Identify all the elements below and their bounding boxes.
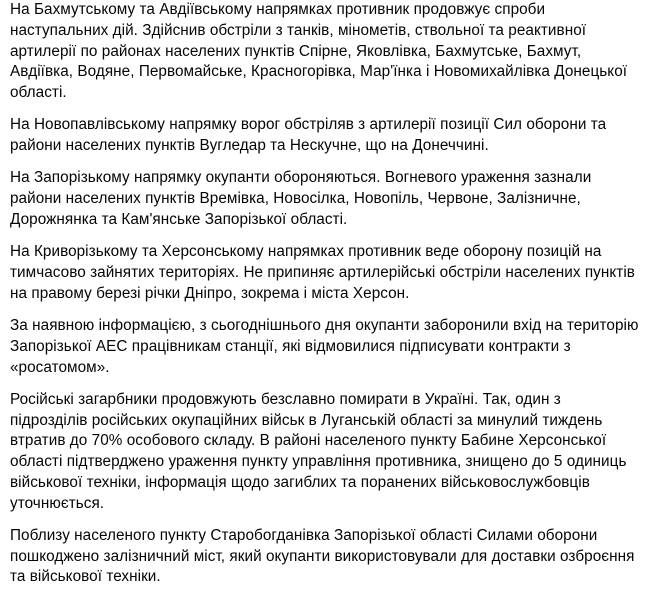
paragraph-railway-bridge: Поблизу населеного пункту Старобогданівка Запорізької області Силами оборони пошкоджено залізничний міст, який окупанти використовували для доставки озброєння та військової техніки. [10, 526, 635, 586]
paragraph-zaporizhzhia-direction: На Запорізькому напрямку окупанти обороняються. Вогневого ураження зазнали райони населених пунктів Времівка, Новосілка, Новопіль, Червоне, Залізничне, Дорожнянка та Кам'янське Запорізької області. [10, 169, 592, 228]
paragraph-bakhmut-avdiivka: На Бахмутському та Авдіївському напрямках противник продовжує спроби наступальних дій. Здійснив обстріли з танків, мінометів, ствольної та реактивної артилерії по районах населених пунктів Спірне, Яковлівка, Бахмутське, Бахмут, Авдіївка, Водяне, Первомайське, Красногорівка, Мар'їнка і Новомихайлівка Донецької області. [10, 1, 628, 102]
paragraph-novopavlivka: На Новопавлівському напрямку ворог обстріляв з артилерії позиції Сил оборони та райони населених пунктів Вугледар та Нескучне, що на Донеччині. [10, 116, 607, 155]
paragraph-kryvyi-rih-kherson: На Криворізькому та Херсонському напрямках противник веде оборону позицій на тимчасово зайнятих територіях. Не припиняє артилерійські обстріли населених пунктів на правому березі річки Дніпро, зокрема і міста Херсон. [10, 243, 635, 302]
post-text [10, 0, 642, 600]
paragraph-losses: Російські загарбники продовжують безславно помирати в Україні. Так, один з підрозділів російських окупаційних військ в Луганській області за минулий тиждень втратив до 70% особового складу. В районі населеного пункту Бабине Херсонської області підтверджено ураження пункту управління противника, знищено до 5 одиниць військової техніки, інформація щодо загиблих та поранених військовослужбовців уточнюється. [10, 390, 627, 512]
paragraph-zaporizhzhia-npp: За наявною інформацією, з сьогоднішнього дня окупанти заборонили вхід на територію Запорізької АЕС працівникам станції, які відмовилися підписувати контракти з «росатомом». [10, 316, 639, 376]
